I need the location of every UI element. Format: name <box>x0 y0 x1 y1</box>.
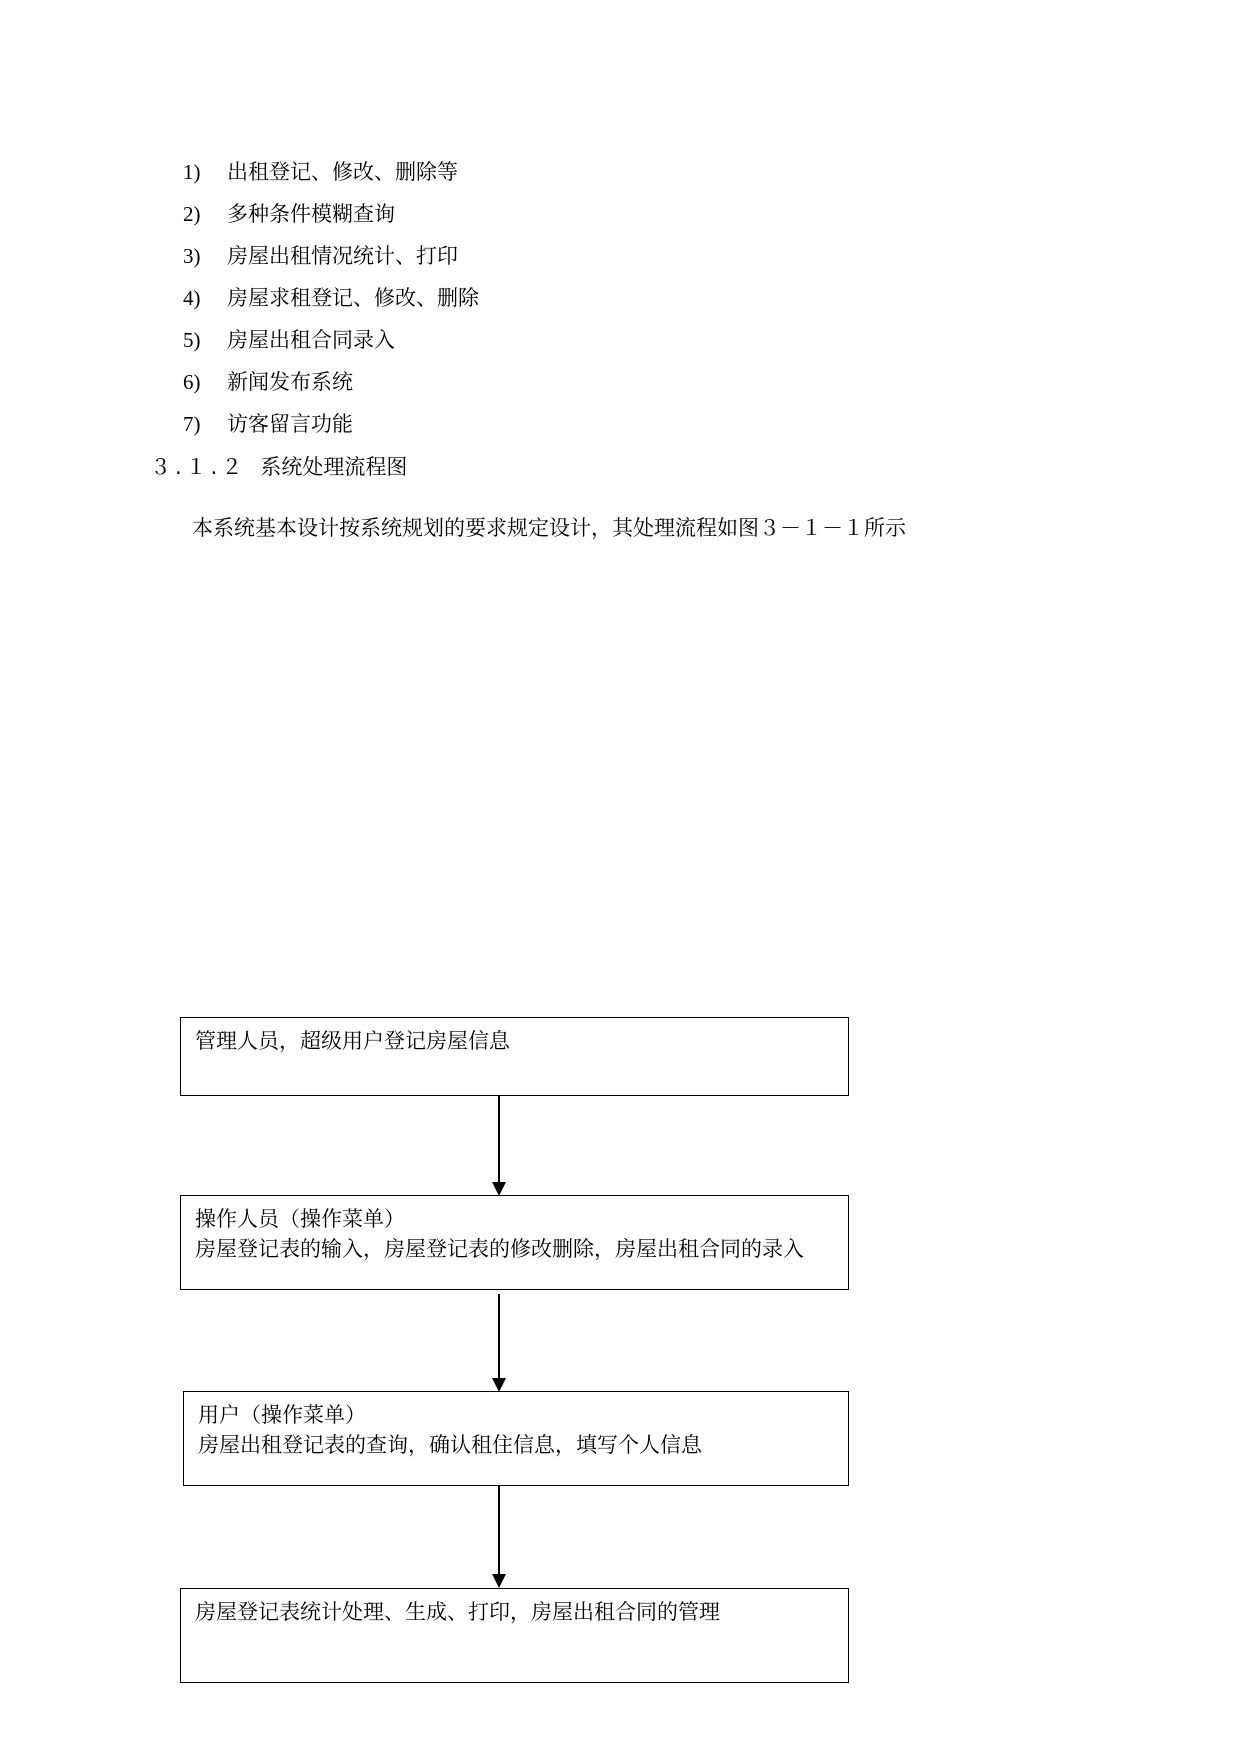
flow-arrow <box>498 1486 500 1586</box>
flow-box-text: 管理人员，超级用户登记房屋信息 <box>195 1029 510 1053</box>
list-item-number: 5) <box>183 328 201 352</box>
list-item-text: 房屋求租登记、修改、删除 <box>227 286 479 310</box>
list-item <box>183 410 479 452</box>
section-heading <box>150 453 407 481</box>
list-item-text: 多种条件模糊查询 <box>227 202 395 226</box>
list-item <box>183 242 479 284</box>
list-item-text: 出租登记、修改、删除等 <box>227 160 458 184</box>
flow-box-registration <box>180 1017 849 1096</box>
flow-box-text: 房屋登记表统计处理、生成、打印，房屋出租合同的管理 <box>195 1600 720 1624</box>
flow-box-text: 用户（操作菜单） <box>198 1403 366 1427</box>
list-item-text: 访客留言功能 <box>227 412 353 436</box>
flow-box-text: 房屋出租登记表的查询，确认租住信息，填写个人信息 <box>198 1433 702 1457</box>
list-item-number: 1) <box>183 160 201 184</box>
list-item-text: 房屋出租情况统计、打印 <box>227 244 458 268</box>
list-item <box>183 158 479 200</box>
list-item-text: 房屋出租合同录入 <box>227 328 395 352</box>
list-item-number: 2) <box>183 202 201 226</box>
section-title: 系统处理流程图 <box>260 455 408 479</box>
body-paragraph: 本系统基本设计按系统规划的要求规定设计，其处理流程如图３－１－１所示 <box>192 516 906 540</box>
list-item <box>183 326 479 368</box>
list-item <box>183 200 479 242</box>
flow-box-text: 操作人员（操作菜单） <box>195 1207 405 1231</box>
feature-list <box>183 158 479 452</box>
flow-arrow <box>498 1294 500 1390</box>
list-item-number: 7) <box>183 412 201 436</box>
flow-box-user <box>183 1391 849 1486</box>
flow-arrow <box>498 1096 500 1194</box>
list-item-text: 新闻发布系统 <box>227 370 353 394</box>
flow-box-text: 房屋登记表的输入，房屋登记表的修改删除，房屋出租合同的录入 <box>195 1237 804 1261</box>
list-item-number: 3) <box>183 244 201 268</box>
list-item-number: 4) <box>183 286 201 310</box>
flow-box-statistics <box>180 1588 849 1683</box>
section-number: ３.１.２ <box>150 455 247 479</box>
list-item-number: 6) <box>183 370 201 394</box>
list-item <box>183 284 479 326</box>
list-item <box>183 368 479 410</box>
flow-box-operator <box>180 1195 849 1290</box>
